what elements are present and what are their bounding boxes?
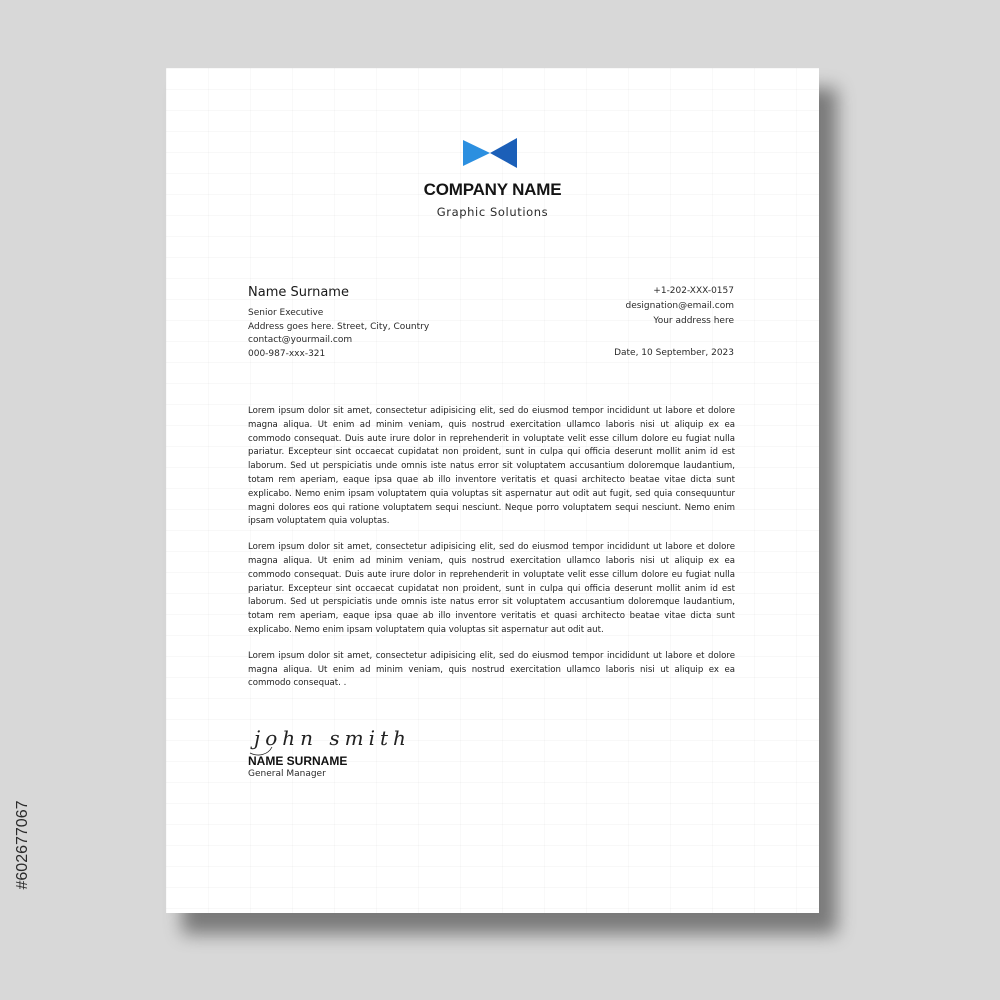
contact-address: Your address here [653, 316, 734, 326]
body-paragraph: Lorem ipsum dolor sit amet, consectetur adipisicing elit, sed do eiusmod tempor incididunt ut labore et dolore magna aliqua. Ut enim ad minim veniam, quis nostrud exercitation ullamco laboris nisi ut aliquip ex ea commodo consequat. Duis aute irure dolor in reprehenderit in voluptate velit esse cillum dolore eu fugiat nulla pariatur. Excepteur sint occaecat cupidatat non proident, sunt in culpa qui officia deserunt mollit anim id est laborum. Sed ut perspiciatis unde omnis iste natus error sit voluptatem accusantium doloremque laudantium, totam rem aperiam, eaque ipsa quae ab illo inventore veritatis et quasi architecto beatae vitae dicta sunt explicabo. Nemo enim ipsam voluptatem quia voluptas sit aspernatur aut odit aut. [248, 542, 735, 635]
letterhead-page [166, 68, 819, 913]
letter-body [248, 405, 735, 703]
signer-name: NAME SURNAME [248, 754, 348, 768]
sender-info [248, 307, 429, 361]
signature-script: john smith [254, 726, 411, 750]
stock-id [11, 760, 35, 930]
company-name: COMPANY NAME [423, 180, 562, 199]
letter-date: Date, 10 September, 2023 [614, 348, 734, 358]
body-paragraph: Lorem ipsum dolor sit amet, consectetur adipisicing elit, sed do eiusmod tempor incididunt ut labore et dolore magna aliqua. Ut enim ad minim veniam, quis nostrud exercitation ullamco laboris nisi ut aliquip ex ea commodo consequat. Duis aute irure dolor in reprehenderit in voluptate velit esse cillum dolore eu fugiat nulla pariatur. Excepteur sint occaecat cupidatat non proident, sunt in culpa qui officia deserunt mollit anim id est laborum. Sed ut perspiciatis unde omnis iste natus error sit voluptatem accusantium doloremque laudantium, totam rem aperiam, eaque ipsa quae ab illo inventore veritatis et quasi architecto beatae vitae dicta sunt explicabo. Nemo enim ipsam voluptatem quia voluptas sit aspernatur aut odit aut fugit, sed quia consequuntur magni dolores eos qui ratione voluptatem sequi nesciunt. Neque porro voluptatem sequi nesciunt. Nemo enim ipsam voluptatem quia voluptas. [248, 406, 735, 527]
handwritten-signature [248, 717, 458, 759]
stock-id-text: #602677067 [14, 800, 31, 890]
sender-address: Address goes here. Street, City, Country [248, 321, 430, 332]
contact-block [625, 284, 734, 329]
bowtie-left-wing [463, 140, 490, 166]
sender-position: Senior Executive [248, 308, 324, 318]
signer-title: General Manager [248, 769, 326, 779]
body-paragraph: Lorem ipsum dolor sit amet, consectetur adipisicing elit, sed do eiusmod tempor incididunt ut labore et dolore magna aliqua. Ut enim ad minim veniam, quis nostrud exercitation ullamco laboris nisi ut aliquip ex ea commodo consequat. . [248, 650, 735, 689]
sender-phone: 000-987-xxx-321 [248, 348, 326, 359]
contact-email: designation@email.com [625, 301, 734, 311]
bowtie-logo-icon [463, 138, 517, 168]
contact-phone: +1-202-XXX-0157 [653, 286, 734, 296]
sender-email: contact@yourmail.com [248, 335, 353, 346]
company-tagline: Graphic Solutions [436, 205, 549, 219]
bowtie-right-wing [490, 138, 517, 168]
sender-name: Name Surname [248, 285, 349, 300]
